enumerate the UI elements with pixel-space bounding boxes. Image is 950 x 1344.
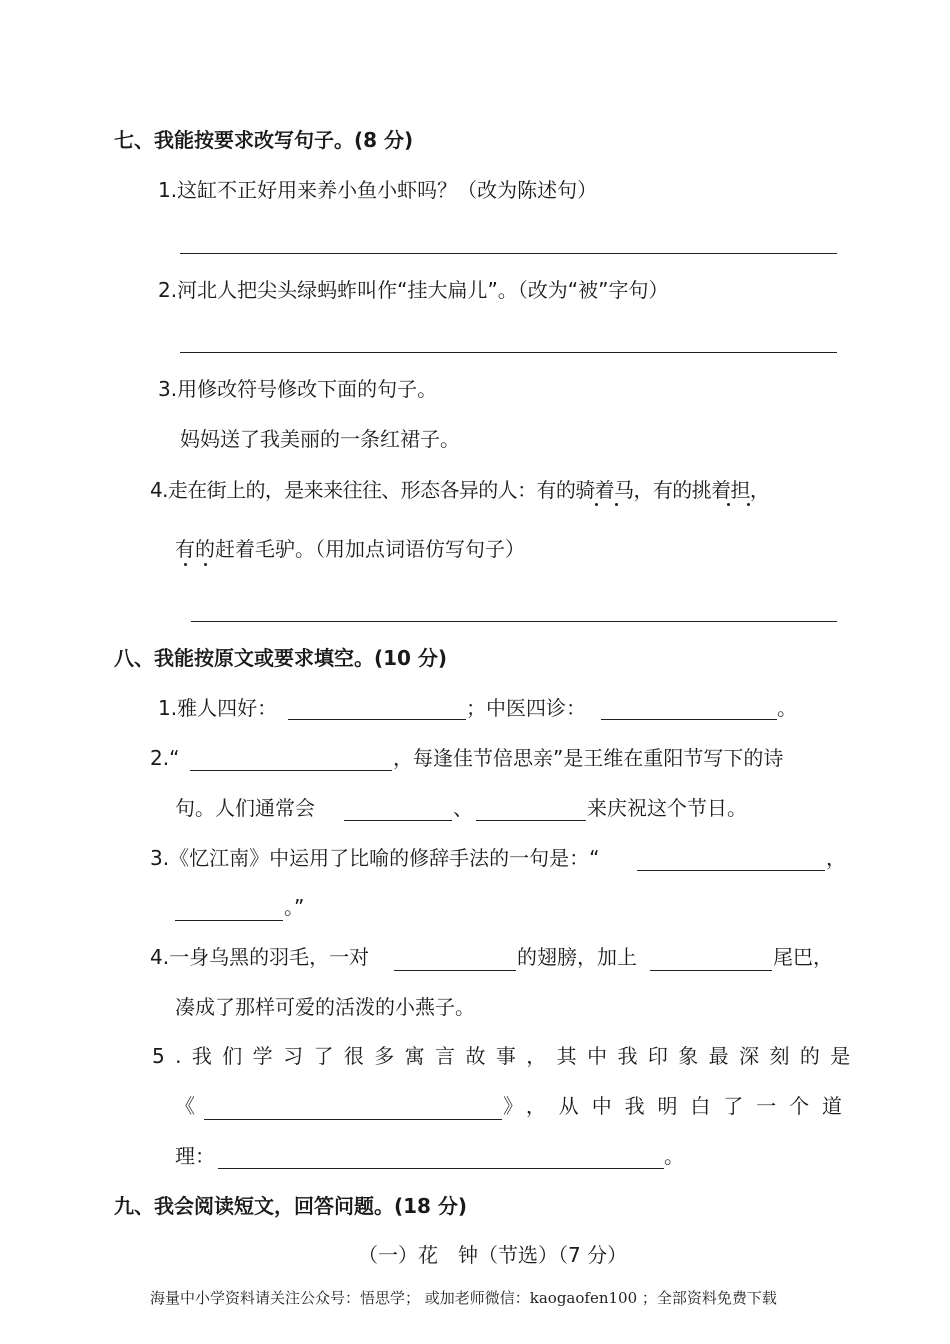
blank-8-5-reason[interactable]	[218, 1168, 664, 1169]
section-9-heading: 九、我会阅读短文，回答问题。(18 分)	[114, 1194, 468, 1218]
answer-line-7-1[interactable]	[180, 253, 837, 254]
question-8-2-text: ，每逢佳节倍思亲”是王维在重阳节写下的诗	[393, 746, 784, 770]
blank-8-4-a[interactable]	[394, 970, 516, 971]
blank-8-1-b[interactable]	[601, 719, 777, 720]
question-7-3: 3.用修改符号修改下面的句子。	[158, 377, 438, 401]
emphasis-dot	[747, 503, 750, 506]
blank-8-4-b[interactable]	[650, 970, 772, 971]
section-7-heading: 七、我能按要求改写句子。(8 分)	[114, 128, 414, 152]
emphasis-dot	[204, 563, 207, 566]
reading-passage-title: （一）花 钟（节选）（7 分）	[358, 1243, 628, 1267]
question-7-2: 2.河北人把尖头绿蚂蚱叫作“挂大扁儿”。（改为“被”字句）	[158, 278, 669, 302]
footer-note: 海量中小学资料请关注公众号：悟思学； 或加老师微信：kaogaofen100 ；全部资料免费下载	[150, 1289, 777, 1307]
question-8-3-end: 。”	[284, 895, 305, 919]
question-8-2-end: 来庆祝这个节日。	[587, 796, 747, 820]
question-8-4-line-2: 凑成了那样可爱的活泼的小燕子。	[175, 995, 475, 1019]
question-8-5-mid: 》，从中我明白了一个道	[503, 1094, 855, 1118]
question-8-4-start: 4.一身乌黑的羽毛，一对	[150, 945, 370, 969]
question-8-5-open: 《	[175, 1094, 195, 1118]
blank-8-3-b[interactable]	[175, 920, 283, 921]
question-7-1: 1.这缸不正好用来养小鱼小虾吗？（改为陈述句）	[158, 178, 598, 202]
blank-8-5-title[interactable]	[204, 1119, 502, 1120]
question-8-1-mid: ；中医四诊：	[466, 696, 586, 720]
question-8-4-mid: 的翅膀，加上	[517, 945, 637, 969]
blank-8-3-a[interactable]	[637, 870, 825, 871]
emphasis-dot	[184, 563, 187, 566]
blank-8-1-a[interactable]	[288, 719, 466, 720]
question-8-5-end: 。	[664, 1144, 684, 1168]
blank-8-2-c[interactable]	[476, 820, 586, 821]
question-7-4-line-2: 有的赶着毛驴。（用加点词语仿写句子）	[175, 537, 525, 561]
question-8-5-reason-label: 理：	[175, 1144, 215, 1168]
section-8-heading: 八、我能按原文或要求填空。(10 分)	[114, 646, 448, 670]
question-7-4-line-1: 4.走在街上的，是来来往往、形态各异的人：有的骑着马，有的挑着担，	[150, 478, 770, 502]
answer-line-7-2[interactable]	[180, 352, 837, 353]
answer-line-7-4[interactable]	[191, 621, 837, 622]
question-8-2-open: 2.“	[150, 746, 180, 770]
question-7-3-sentence: 妈妈送了我美丽的一条红裙子。	[180, 427, 460, 451]
question-8-4-end: 尾巴，	[773, 945, 833, 969]
question-8-2-sep: 、	[453, 796, 473, 820]
question-8-1-end: 。	[777, 696, 797, 720]
emphasis-dot	[727, 503, 730, 506]
blank-8-2-b[interactable]	[344, 820, 452, 821]
question-8-5-line-1: 5.我们学习了很多寓言故事，其中我印象最深刻的是	[152, 1044, 861, 1068]
emphasis-dot	[595, 503, 598, 506]
emphasis-dot	[615, 503, 618, 506]
question-8-1-label: 1.雅人四好：	[158, 696, 278, 720]
question-8-3-comma: ，	[826, 846, 846, 870]
blank-8-2-a[interactable]	[190, 770, 392, 771]
question-8-3-text: 3.《忆江南》中运用了比喻的修辞手法的一句是：“	[150, 846, 600, 870]
question-8-2-line-2: 句。人们通常会	[175, 796, 315, 820]
